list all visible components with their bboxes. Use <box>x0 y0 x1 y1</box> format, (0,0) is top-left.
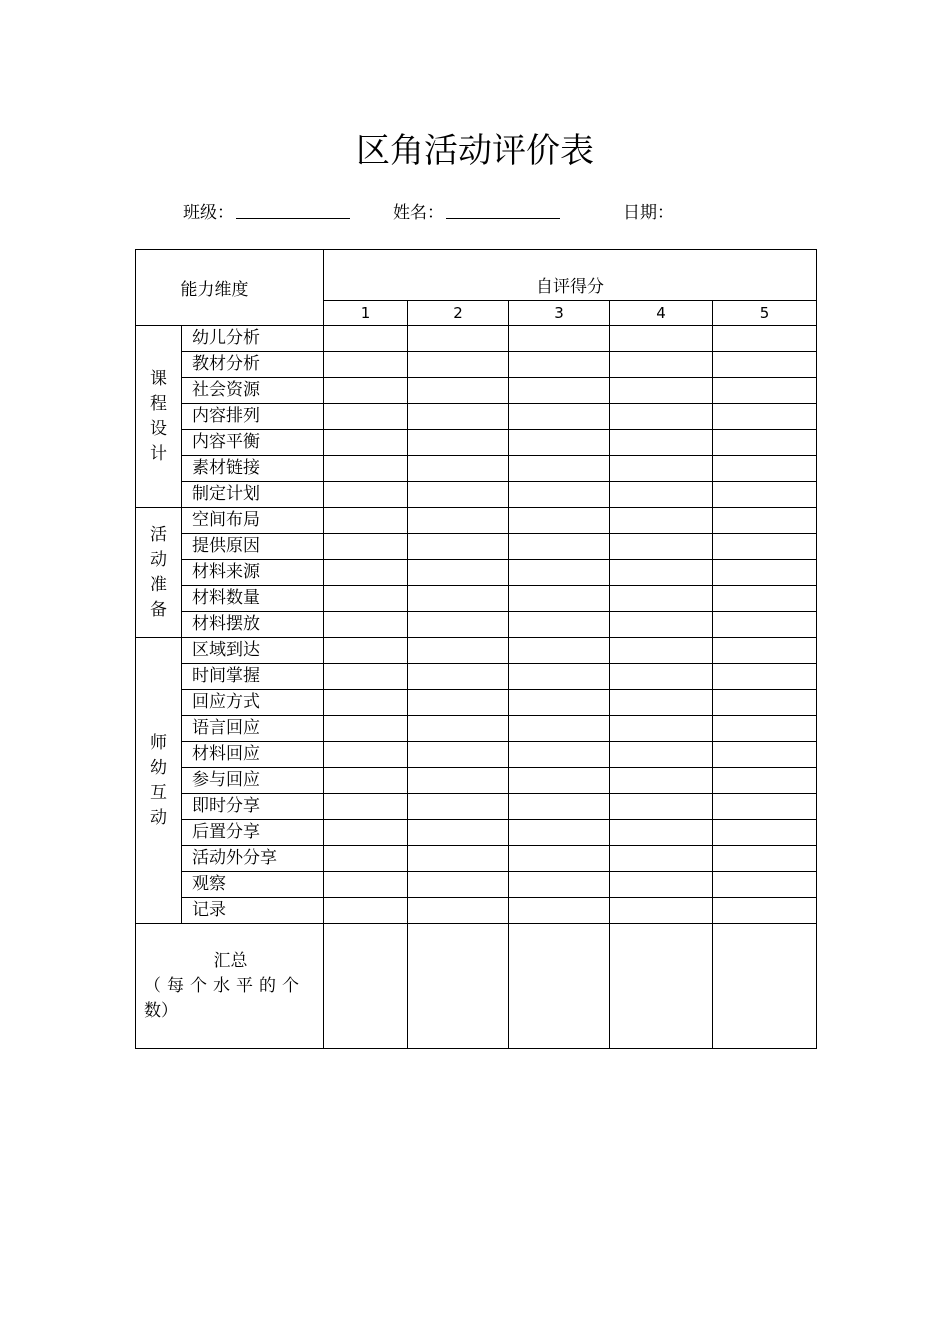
score-cell[interactable] <box>713 404 817 430</box>
score-cell[interactable] <box>509 690 610 716</box>
header-row <box>136 250 817 301</box>
score-cell[interactable] <box>610 716 713 742</box>
score-cell[interactable] <box>610 612 713 638</box>
category-char: 准 <box>150 574 167 595</box>
score-cell[interactable] <box>509 482 610 508</box>
score-cell[interactable] <box>324 716 408 742</box>
score-cell[interactable] <box>509 742 610 768</box>
score-cell[interactable] <box>324 768 408 794</box>
score-cell[interactable] <box>408 612 509 638</box>
score-cell[interactable] <box>610 430 713 456</box>
score-cell[interactable] <box>408 872 509 898</box>
category-char: 计 <box>150 443 167 464</box>
score-cell[interactable] <box>509 638 610 664</box>
item-label: 空间布局 <box>182 508 324 534</box>
score-cell[interactable] <box>509 872 610 898</box>
item-label: 回应方式 <box>182 690 324 716</box>
category-char: 设 <box>150 418 167 439</box>
category-char: 活 <box>150 524 167 545</box>
score-cell[interactable] <box>408 482 509 508</box>
page-title: 区角活动评价表 <box>356 131 594 171</box>
score-cell[interactable] <box>408 586 509 612</box>
score-cell[interactable] <box>509 586 610 612</box>
score-cell[interactable] <box>610 846 713 872</box>
class-blank[interactable] <box>236 196 350 219</box>
class-label: 班级： <box>183 203 234 223</box>
score-cell[interactable] <box>509 846 610 872</box>
category-char: 幼 <box>150 757 167 778</box>
item-label: 材料回应 <box>182 742 324 768</box>
score-cell[interactable] <box>713 586 817 612</box>
summary-label-line: （每个水平的个 <box>144 975 305 996</box>
category-char: 程 <box>150 393 167 414</box>
summary-cell[interactable] <box>324 924 408 1049</box>
table-row <box>136 768 817 794</box>
score-cell[interactable] <box>324 898 408 924</box>
score-cell[interactable] <box>610 352 713 378</box>
table-row <box>136 742 817 768</box>
score-cell[interactable] <box>713 742 817 768</box>
summary-label-line: 汇总 <box>213 950 248 971</box>
score-cell[interactable] <box>713 534 817 560</box>
score-cell[interactable] <box>509 534 610 560</box>
date-label: 日期： <box>623 203 674 223</box>
item-label: 幼儿分析 <box>182 326 324 352</box>
score-cell[interactable] <box>713 664 817 690</box>
score-cell[interactable] <box>408 716 509 742</box>
score-cell[interactable] <box>324 742 408 768</box>
info-row <box>0 196 950 230</box>
score-cell[interactable] <box>408 768 509 794</box>
table-row <box>136 898 817 924</box>
score-cell[interactable] <box>713 794 817 820</box>
score-cell[interactable] <box>509 352 610 378</box>
score-cell[interactable] <box>509 794 610 820</box>
score-cell[interactable] <box>610 378 713 404</box>
score-cell[interactable] <box>610 898 713 924</box>
item-label: 观察 <box>182 872 324 898</box>
category-char: 动 <box>150 807 167 828</box>
score-cell[interactable] <box>713 716 817 742</box>
score-cell[interactable] <box>713 898 817 924</box>
score-cell[interactable] <box>408 846 509 872</box>
item-label: 制定计划 <box>182 482 324 508</box>
score-cell[interactable] <box>324 482 408 508</box>
item-label: 素材链接 <box>182 456 324 482</box>
table-row <box>136 846 817 872</box>
score-cell[interactable] <box>610 794 713 820</box>
score-cell[interactable] <box>408 794 509 820</box>
table-row <box>136 612 817 638</box>
score-cell[interactable] <box>408 638 509 664</box>
score-cell[interactable] <box>509 612 610 638</box>
score-cell[interactable] <box>509 456 610 482</box>
category-char: 课 <box>150 368 167 389</box>
score-cell[interactable] <box>324 508 408 534</box>
category-char: 动 <box>150 549 167 570</box>
table-row <box>136 508 817 534</box>
score-cell[interactable] <box>610 586 713 612</box>
score-level: 2 <box>408 301 509 326</box>
category-char: 备 <box>150 599 167 620</box>
date-field <box>623 196 674 230</box>
score-cell[interactable] <box>408 742 509 768</box>
score-cell[interactable] <box>408 898 509 924</box>
score-cell[interactable] <box>713 430 817 456</box>
score-cell[interactable] <box>713 690 817 716</box>
score-cell[interactable] <box>408 560 509 586</box>
item-label: 参与回应 <box>182 768 324 794</box>
item-label: 提供原因 <box>182 534 324 560</box>
score-cell[interactable] <box>324 352 408 378</box>
score-cell[interactable] <box>509 560 610 586</box>
score-cell[interactable] <box>324 586 408 612</box>
score-cell[interactable] <box>324 560 408 586</box>
table-row <box>136 560 817 586</box>
score-cell[interactable] <box>408 326 509 352</box>
score-cell[interactable] <box>610 456 713 482</box>
table-row <box>136 430 817 456</box>
score-cell[interactable] <box>713 560 817 586</box>
score-cell[interactable] <box>509 508 610 534</box>
score-level: 1 <box>324 301 408 326</box>
score-level: 4 <box>610 301 713 326</box>
score-cell[interactable] <box>408 664 509 690</box>
score-cell[interactable] <box>324 326 408 352</box>
score-cell[interactable] <box>713 820 817 846</box>
score-cell[interactable] <box>509 378 610 404</box>
item-label: 材料数量 <box>182 586 324 612</box>
score-cell[interactable] <box>509 326 610 352</box>
category-label <box>136 326 182 508</box>
score-cell[interactable] <box>610 872 713 898</box>
score-cell[interactable] <box>509 430 610 456</box>
score-cell[interactable] <box>408 456 509 482</box>
score-cell[interactable] <box>713 456 817 482</box>
table-row <box>136 352 817 378</box>
score-cell[interactable] <box>713 612 817 638</box>
item-label: 即时分享 <box>182 794 324 820</box>
summary-cell[interactable] <box>509 924 610 1049</box>
score-cell[interactable] <box>610 326 713 352</box>
item-label: 内容平衡 <box>182 430 324 456</box>
score-cell[interactable] <box>713 482 817 508</box>
score-cell[interactable] <box>324 534 408 560</box>
score-cell[interactable] <box>610 690 713 716</box>
score-cell[interactable] <box>713 768 817 794</box>
table-row <box>136 378 817 404</box>
table-row <box>136 482 817 508</box>
summary-row <box>136 924 817 1049</box>
score-cell[interactable] <box>610 820 713 846</box>
score-cell[interactable] <box>713 638 817 664</box>
item-label: 社会资源 <box>182 378 324 404</box>
score-cell[interactable] <box>713 352 817 378</box>
score-cell[interactable] <box>324 690 408 716</box>
score-cell[interactable] <box>610 560 713 586</box>
table-row <box>136 456 817 482</box>
score-level: 3 <box>509 301 610 326</box>
evaluation-table <box>135 249 817 1049</box>
score-cell[interactable] <box>324 846 408 872</box>
score-cell[interactable] <box>509 664 610 690</box>
summary-cell[interactable] <box>408 924 509 1049</box>
table-row <box>136 794 817 820</box>
score-cell[interactable] <box>408 690 509 716</box>
table-row <box>136 404 817 430</box>
score-cell[interactable] <box>713 508 817 534</box>
score-cell[interactable] <box>324 820 408 846</box>
item-label: 记录 <box>182 898 324 924</box>
score-cell[interactable] <box>324 456 408 482</box>
category-label <box>136 508 182 638</box>
table-row <box>136 638 817 664</box>
score-cell[interactable] <box>610 508 713 534</box>
category-char: 互 <box>150 782 167 803</box>
summary-label-line: 数） <box>144 1000 178 1021</box>
score-cell[interactable] <box>324 430 408 456</box>
score-cell[interactable] <box>324 872 408 898</box>
score-cell[interactable] <box>610 638 713 664</box>
category-char: 师 <box>150 732 167 753</box>
item-label: 活动外分享 <box>182 846 324 872</box>
score-cell[interactable] <box>324 404 408 430</box>
class-field <box>183 196 350 230</box>
score-cell[interactable] <box>610 482 713 508</box>
score-header: 自评得分 <box>324 250 817 301</box>
summary-label <box>136 924 324 1049</box>
item-label: 区域到达 <box>182 638 324 664</box>
summary-cell[interactable] <box>610 924 713 1049</box>
score-cell[interactable] <box>713 872 817 898</box>
score-cell[interactable] <box>408 534 509 560</box>
score-cell[interactable] <box>509 820 610 846</box>
table-row <box>136 586 817 612</box>
score-cell[interactable] <box>408 352 509 378</box>
score-cell[interactable] <box>408 508 509 534</box>
score-cell[interactable] <box>610 742 713 768</box>
score-cell[interactable] <box>509 898 610 924</box>
item-label: 语言回应 <box>182 716 324 742</box>
summary-cell[interactable] <box>713 924 817 1049</box>
item-label: 教材分析 <box>182 352 324 378</box>
item-label: 材料摆放 <box>182 612 324 638</box>
table-row <box>136 820 817 846</box>
category-label <box>136 638 182 924</box>
score-cell[interactable] <box>713 846 817 872</box>
score-cell[interactable] <box>610 768 713 794</box>
dimension-header: 能力维度 <box>136 250 324 326</box>
table-row <box>136 716 817 742</box>
score-cell[interactable] <box>408 430 509 456</box>
score-cell[interactable] <box>324 794 408 820</box>
score-cell[interactable] <box>713 378 817 404</box>
name-label: 姓名： <box>393 203 444 223</box>
score-cell[interactable] <box>610 534 713 560</box>
score-cell[interactable] <box>610 404 713 430</box>
table-row <box>136 664 817 690</box>
item-label: 后置分享 <box>182 820 324 846</box>
score-cell[interactable] <box>408 820 509 846</box>
score-cell[interactable] <box>324 664 408 690</box>
score-cell[interactable] <box>509 768 610 794</box>
table-row <box>136 534 817 560</box>
table-row <box>136 872 817 898</box>
score-cell[interactable] <box>324 378 408 404</box>
name-field <box>393 196 560 230</box>
table-body <box>136 250 817 1049</box>
score-cell[interactable] <box>408 378 509 404</box>
item-label: 内容排列 <box>182 404 324 430</box>
item-label: 时间掌握 <box>182 664 324 690</box>
score-cell[interactable] <box>408 404 509 430</box>
score-cell[interactable] <box>713 326 817 352</box>
score-cell[interactable] <box>610 664 713 690</box>
table-row <box>136 690 817 716</box>
score-cell[interactable] <box>324 638 408 664</box>
score-cell[interactable] <box>509 404 610 430</box>
name-blank[interactable] <box>446 196 560 219</box>
score-level: 5 <box>713 301 817 326</box>
score-cell[interactable] <box>324 612 408 638</box>
item-label: 材料来源 <box>182 560 324 586</box>
score-cell[interactable] <box>509 716 610 742</box>
table-row <box>136 326 817 352</box>
